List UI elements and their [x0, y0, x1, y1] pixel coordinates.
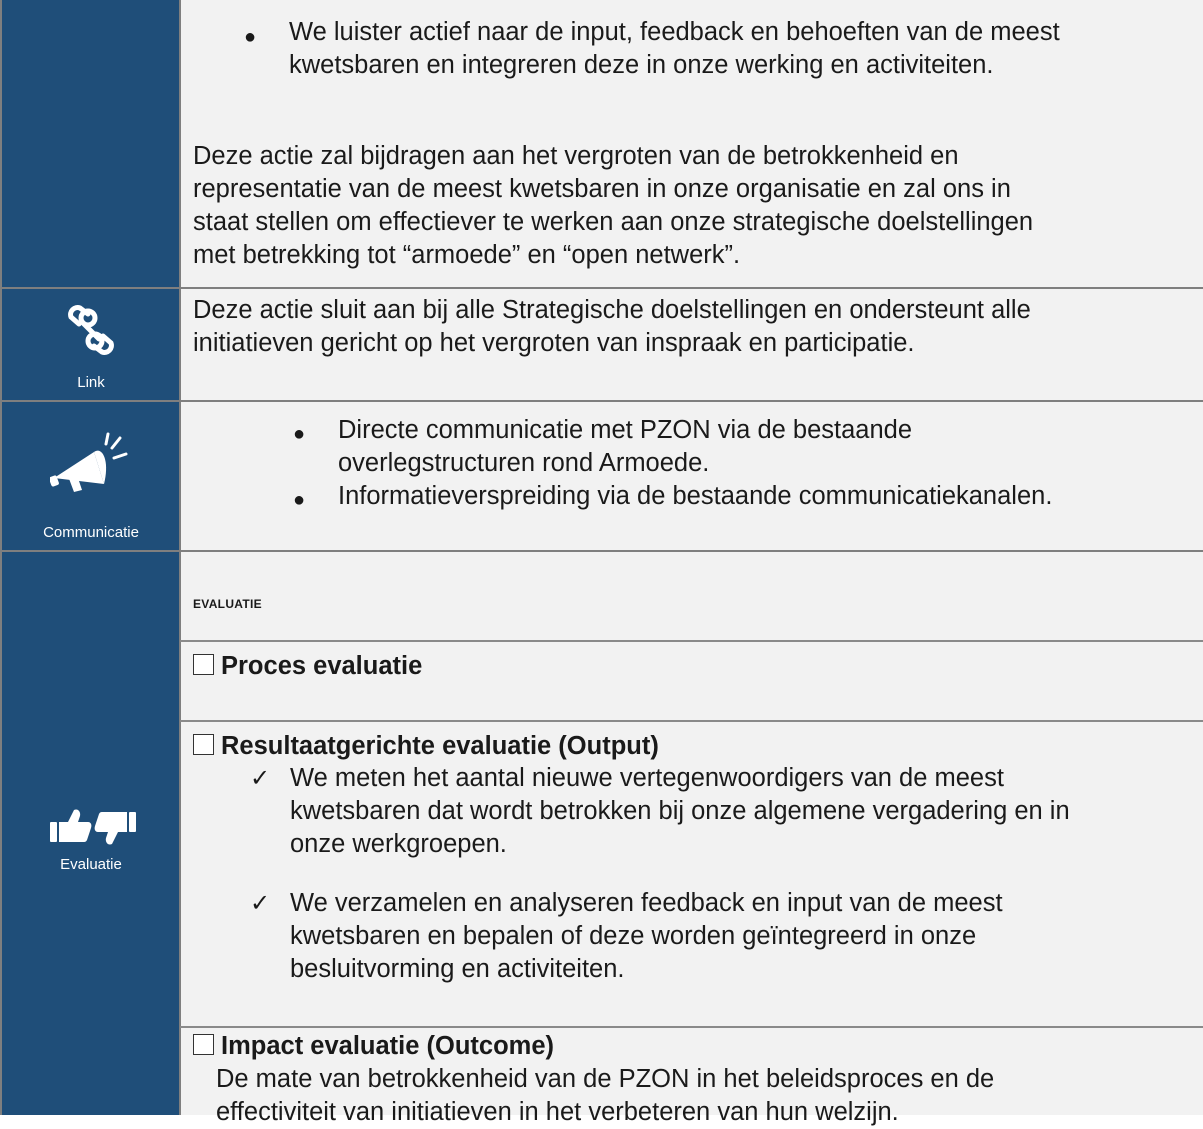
row-divider [0, 400, 1203, 402]
check-mark-icon: ✓ [250, 890, 271, 917]
impact-text: De mate van betrokkenheid van de PZON in het beleidsproces en de effectiviteit van initiatieven in het verbeteren van hun welzijn. [216, 1065, 995, 1126]
communicatie-bullet-2: Informatieverspreiding via de bestaande communicatiekanalen. [338, 482, 1053, 510]
row-divider [180, 1026, 1203, 1028]
resultaat-check-2: We verzamelen en analyseren feedback en input van de meest kwetsbaren en bepalen of deze worden geïntegreerd in onze besluitvorming en activiteiten. [290, 889, 1003, 983]
intro-paragraph: Deze actie zal bijdragen aan het vergroten van de betrokkenheid en representatie van de meest kwetsbaren in onze organisatie en zal ons in staat stellen om effectiever te werken aan onze strategische doelstellingen met betrekking tot “armoede” en “open netwerk”. [193, 142, 1034, 269]
sidebar-label-link: Link [77, 374, 105, 391]
resultaat-checkbox[interactable] [193, 734, 214, 755]
impact-evaluatie: Impact evaluatie (Outcome) [193, 1030, 554, 1063]
link-text: Deze actie sluit aan bij alle Strategische doelstellingen en ondersteunt alle initiatieven gericht op het vergroten van inspraak en participatie. [193, 296, 1031, 357]
megaphone-icon [50, 432, 132, 500]
resultaat-check-1: We meten het aantal nieuwe vertegenwoordigers van de meest kwetsbaren dat wordt betrokken bij onze algemene vergadering en in onze werkgroepen. [290, 764, 1070, 858]
sidebar-label-communicatie: Communicatie [43, 524, 139, 541]
row-divider [180, 720, 1203, 722]
proces-evaluatie: Proces evaluatie [193, 650, 422, 683]
sidebar-column [2, 0, 180, 1115]
row-divider [0, 550, 1203, 552]
impact-checkbox[interactable] [193, 1034, 214, 1055]
proces-checkbox[interactable] [193, 654, 214, 675]
check-mark-icon: ✓ [250, 765, 271, 792]
row-divider [0, 287, 1203, 289]
table-border-left [0, 0, 2, 1115]
row-divider [180, 640, 1203, 642]
communicatie-bullet-1: Directe communicatie met PZON via de bestaande overlegstructuren rond Armoede. [338, 416, 912, 477]
link-chain-icon [68, 305, 114, 355]
intro-bullet: We luister actief naar de input, feedback en behoeften van de meest kwetsbaren en integreren deze in onze werking en activiteiten. [289, 18, 1060, 79]
bullet-dot: ● [293, 423, 306, 445]
table-border-divider [179, 0, 181, 1115]
bullet-dot: ● [293, 489, 306, 511]
sidebar-label-evaluatie: Evaluatie [60, 856, 122, 873]
bullet-dot: ● [244, 26, 257, 48]
evaluatie-heading: EVALUATIE [193, 597, 262, 611]
resultaat-evaluatie: Resultaatgerichte evaluatie (Output) [193, 730, 659, 763]
thumbs-up-down-icon [50, 808, 136, 846]
